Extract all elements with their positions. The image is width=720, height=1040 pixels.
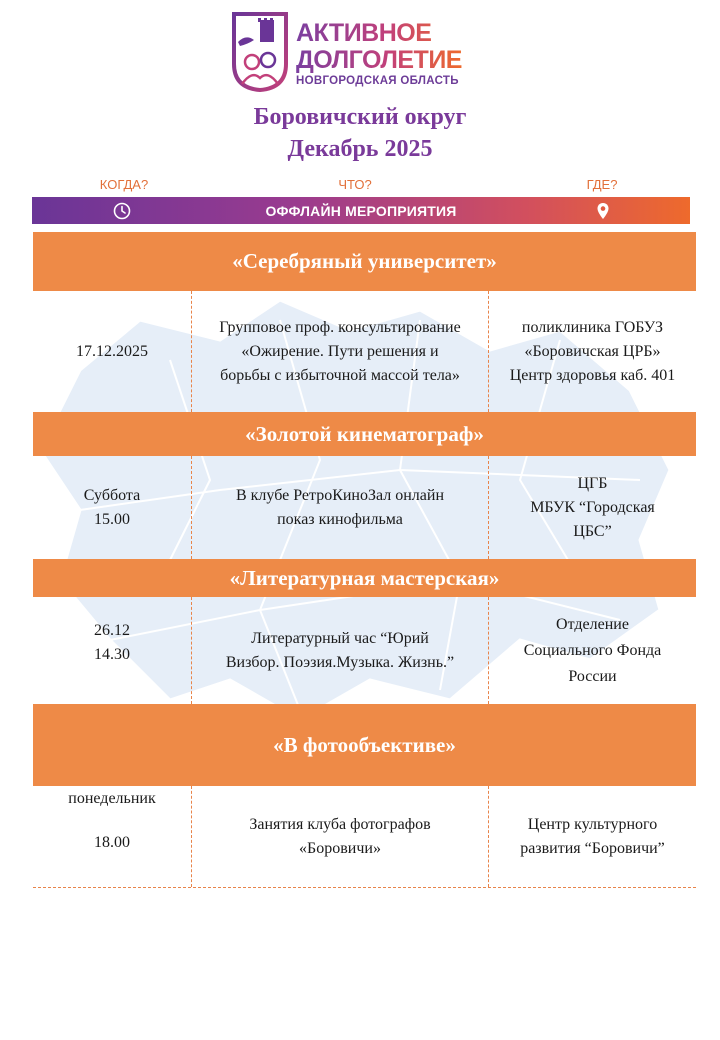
column-label-where: ГДЕ? xyxy=(586,177,618,192)
logo-line-2: ДОЛГОЛЕТИЕ xyxy=(296,46,462,74)
section-header: «Литературная мастерская» xyxy=(33,559,696,597)
event-where: Центр культурного развития “Боровичи” xyxy=(520,815,665,857)
page-subtitle: Декабрь 2025 xyxy=(287,136,433,162)
section-header: «Серебряный университет» xyxy=(33,232,696,291)
event-when: 26.12 14.30 xyxy=(94,622,130,663)
column-label-when: КОГДА? xyxy=(99,177,149,192)
event-when: понедельник 18.00 xyxy=(68,790,156,851)
event-what: В клубе РетроКиноЗал онлайн показ кинофильма xyxy=(191,456,489,559)
events-header-bar xyxy=(32,197,690,224)
event-where: поликлиника ГОБУЗ «Боровичская ЦРБ» Центр здоровья каб. 401 xyxy=(509,318,676,384)
event-when: 17.12.2025 xyxy=(76,342,148,360)
logo-emblem-icon xyxy=(230,12,290,92)
events-header-label: ОФФЛАЙН МЕРОПРИЯТИЯ xyxy=(265,203,457,219)
column-label-what: ЧТО? xyxy=(338,177,372,192)
page-title: Боровичский округ xyxy=(253,104,467,130)
event-what: Занятия клуба фотографов «Боровичи» xyxy=(191,786,489,887)
table-row xyxy=(33,786,696,887)
logo-line-1: АКТИВНОЕ xyxy=(296,20,462,47)
location-pin-icon xyxy=(593,201,613,221)
table-row xyxy=(33,597,696,704)
event-where: Отделение Социального Фонда России xyxy=(523,615,662,685)
table-row xyxy=(33,456,696,559)
logo-line-3: НОВГОРОДСКАЯ ОБЛАСТЬ xyxy=(296,75,459,87)
section-header: «Золотой кинематограф» xyxy=(33,412,696,456)
event-what: Литературный час “Юрий Визбор. Поэзия.Музыка. Жизнь.” xyxy=(191,597,489,704)
section-header: «В фотообъективе» xyxy=(33,704,696,786)
event-when: Суббота 15.00 xyxy=(83,486,141,528)
event-where: ЦГБ МБУК “Городская ЦБС” xyxy=(530,474,655,540)
table-row xyxy=(33,291,696,412)
event-what: Групповое проф. консультирование «Ожирение. Пути решения и борьбы с избыточной массой тела» xyxy=(191,291,489,412)
logo xyxy=(230,10,500,96)
table-bottom-border xyxy=(33,887,696,888)
